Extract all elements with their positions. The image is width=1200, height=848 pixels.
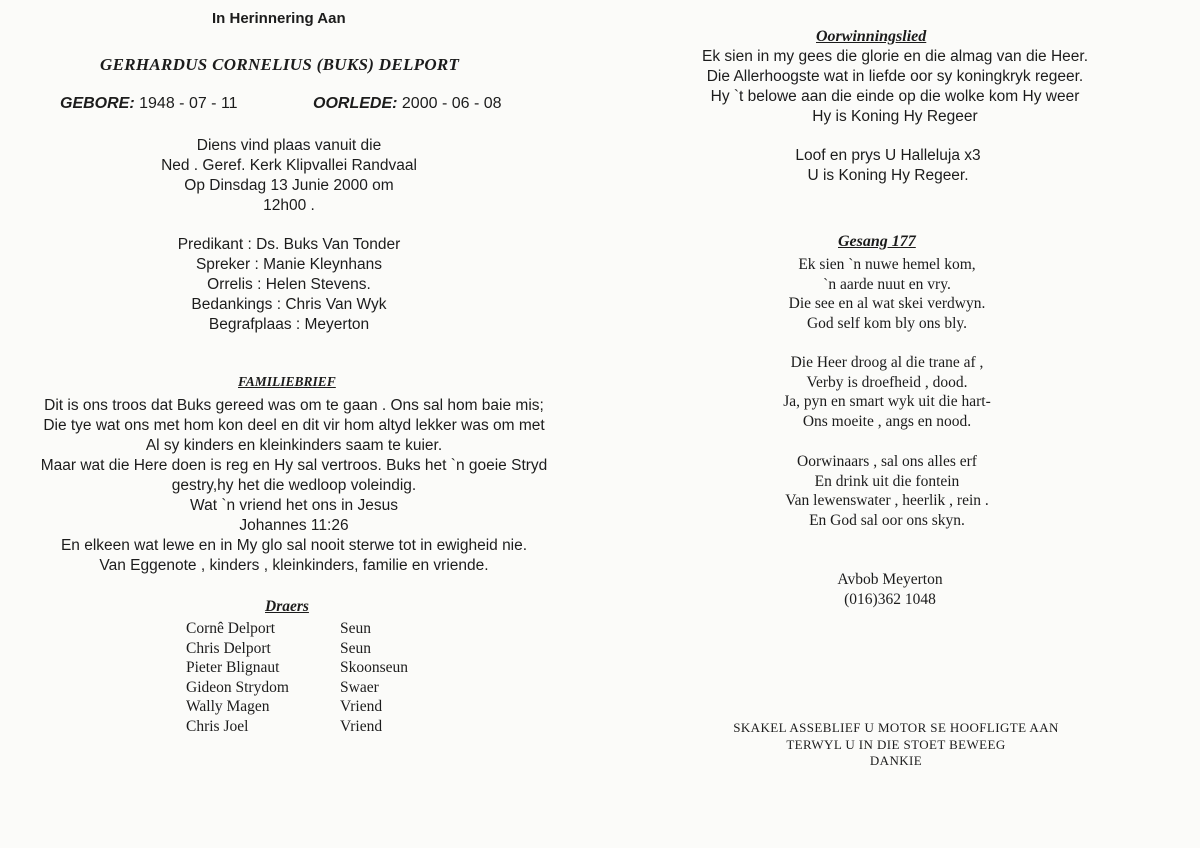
hymn-line: Ek sien `n nuwe hemel kom, bbox=[798, 256, 976, 273]
born-label: GEBORE: bbox=[60, 95, 135, 112]
hymn-line: Die see en al wat skei verdwyn. bbox=[788, 295, 986, 312]
undertaker-info bbox=[600, 570, 1180, 609]
right-panel bbox=[600, 0, 1200, 848]
notice-line: SKAKEL ASSEBLIEF U MOTOR SE HOOFLIGTE AAN bbox=[733, 720, 1059, 735]
hymn-line: Verby is droefheid , dood. bbox=[806, 373, 968, 391]
died-date: 2000 - 06 - 08 bbox=[401, 95, 502, 112]
died-label: OORLEDE: bbox=[313, 95, 398, 112]
hymn-line: Oorwinaars , sal ons alles erf bbox=[797, 453, 977, 470]
victory-song-title: Oorwinningslied bbox=[816, 28, 927, 45]
birth-date-row bbox=[60, 95, 238, 113]
hymn-line: Die Heer droog al die trane af , bbox=[790, 354, 984, 371]
family-letter-line: Van Eggenote , kinders , kleinkinders, familie en vriende. bbox=[99, 557, 489, 574]
officiant-line: Spreker : Manie Kleynhans bbox=[195, 256, 383, 273]
family-letter-line: Maar wat die Here doen is reg en Hy sal vertroos. Buks het `n goeie Stryd bbox=[40, 457, 548, 474]
hymn-stanza-2 bbox=[600, 353, 1174, 431]
pallbearer-name: Gideon Strydom bbox=[186, 678, 289, 696]
hymn-line: Van lewenswater , heerlik , rein . bbox=[785, 492, 989, 509]
in-memory-heading: In Herinnering Aan bbox=[212, 10, 346, 27]
born-date: 1948 - 07 - 11 bbox=[139, 95, 238, 112]
pallbearer-relation: Seun bbox=[340, 639, 371, 657]
pallbearers-title: Draers bbox=[265, 598, 309, 615]
deceased-name: GERHARDUS CORNELIUS (BUKS) DELPORT bbox=[100, 55, 460, 74]
officiant-line: Orrelis : Helen Stevens. bbox=[207, 276, 371, 293]
pallbearer-name: Wally Magen bbox=[186, 698, 270, 715]
chorus bbox=[600, 146, 1176, 186]
family-letter-title: FAMILIEBRIEF bbox=[238, 374, 336, 389]
hymn-line: En God sal oor ons skyn. bbox=[809, 511, 965, 529]
hymn-line: `n aarde nuut en vry. bbox=[823, 275, 951, 293]
notice-line: DANKIE bbox=[869, 753, 923, 768]
service-line: Diens vind plaas vanuit die bbox=[196, 137, 382, 154]
pallbearer-relation: Seun bbox=[340, 620, 371, 637]
pallbearer-name: Pieter Blignaut bbox=[186, 659, 280, 676]
officiants-list bbox=[0, 235, 578, 335]
family-letter-line: Dit is ons troos dat Buks gereed was om te gaan . Ons sal hom baie mis; bbox=[44, 397, 544, 414]
hymn-line: Ons moeite , angs en nood. bbox=[802, 412, 972, 430]
pallbearer-name: Chris Joel bbox=[186, 717, 249, 735]
family-letter-line: Wat `n vriend het ons in Jesus bbox=[190, 497, 398, 514]
pallbearer-relation: Swaer bbox=[340, 678, 379, 696]
victory-song bbox=[600, 47, 1190, 127]
family-letter-line: Die tye wat ons met hom kon deel en dit vir hom altyd lekker was om met bbox=[43, 417, 545, 434]
pallbearer-name: Chris Delport bbox=[186, 639, 271, 657]
hymn-stanza-3 bbox=[600, 452, 1174, 530]
chorus-line: Loof en prys U Halleluja x3 bbox=[795, 147, 981, 164]
service-line: Op Dinsdag 13 Junie 2000 om bbox=[184, 177, 394, 194]
pallbearer-relation: Skoonseun bbox=[340, 659, 409, 676]
family-letter-line: Johannes 11:26 bbox=[239, 517, 349, 534]
headlights-notice bbox=[600, 720, 1192, 770]
death-date-row bbox=[313, 95, 502, 113]
song-line: Ek sien in my gees die glorie en die almag van die Heer. bbox=[702, 48, 1088, 65]
hymn-stanza-1 bbox=[600, 255, 1174, 333]
family-letter-line: En elkeen wat lewe en in My glo sal nooit sterwe tot in ewigheid nie. bbox=[60, 537, 528, 554]
hymn-line: Ja, pyn en smart wyk uit die hart- bbox=[783, 393, 991, 410]
chorus-line: U is Koning Hy Regeer. bbox=[807, 167, 969, 184]
service-line: Ned . Geref. Kerk Klipvallei Randvaal bbox=[161, 157, 417, 174]
hymn-line: En drink uit die fontein bbox=[814, 472, 960, 490]
notice-line: TERWYL U IN DIE STOET BEWEEG bbox=[786, 736, 1006, 752]
undertaker-phone: (016)362 1048 bbox=[844, 590, 936, 608]
song-line: Hy is Koning Hy Regeer bbox=[812, 108, 978, 125]
song-line: Die Allerhoogste wat in liefde oor sy koningkryk regeer. bbox=[706, 68, 1084, 85]
song-line: Hy `t belowe aan die einde op die wolke kom Hy weer bbox=[710, 88, 1080, 105]
pallbearer-name: Cornê Delport bbox=[186, 620, 276, 637]
pallbearer-relation: Vriend bbox=[340, 698, 383, 715]
pallbearer-relation: Vriend bbox=[340, 717, 383, 735]
officiant-line: Predikant : Ds. Buks Van Tonder bbox=[177, 236, 401, 253]
hymn-line: God self kom bly ons bly. bbox=[806, 314, 968, 332]
family-letter-line: Al sy kinders en kleinkinders saam te kuier. bbox=[145, 437, 443, 454]
pallbearers-names bbox=[186, 619, 289, 736]
undertaker-name: Avbob Meyerton bbox=[837, 571, 943, 588]
service-details bbox=[0, 136, 578, 216]
family-letter bbox=[0, 396, 588, 576]
family-letter-line: gestry,hy het die wedloop voleindig. bbox=[171, 477, 417, 494]
hymn-title: Gesang 177 bbox=[838, 233, 916, 250]
officiant-line: Begrafplaas : Meyerton bbox=[208, 316, 370, 333]
pallbearers-relations bbox=[340, 619, 408, 736]
officiant-line: Bedankings : Chris Van Wyk bbox=[191, 296, 387, 313]
service-line: 12h00 . bbox=[263, 197, 315, 214]
